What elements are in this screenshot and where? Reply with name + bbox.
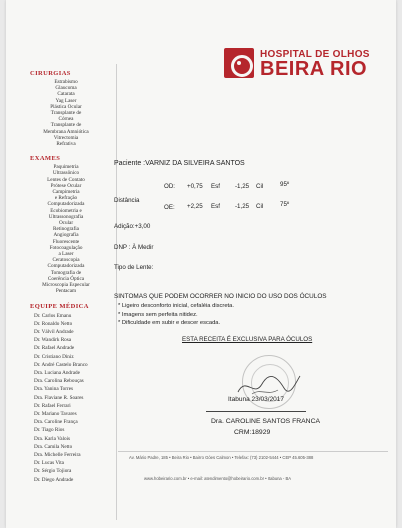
sidebar-list-equipe xyxy=(20,312,112,484)
doctor-crm: CRM:18929 xyxy=(234,429,271,436)
od-cylinder-label: Cil xyxy=(256,183,264,190)
sidebar-list-item: Lentes de Contato xyxy=(47,176,85,183)
sidebar-cirurgias xyxy=(20,70,112,147)
sidebar-list-item: Ultrassônico xyxy=(52,170,80,177)
sidebar-list-item: Fluorescente xyxy=(52,238,80,245)
sidebar-list-item: Prótese Ocular xyxy=(50,182,82,189)
sidebar-list-item: Dr. André Castelo Branco xyxy=(34,361,88,368)
sidebar-list-item: Transplante de xyxy=(50,122,82,129)
sidebar-divider xyxy=(116,64,117,520)
sidebar-list-item: Córnea xyxy=(58,116,74,123)
sidebar-equipe xyxy=(20,303,112,484)
sidebar-list-item: Dra. Caroline França xyxy=(34,419,78,426)
od-axis: 95º xyxy=(280,181,290,188)
oe-label: OE: xyxy=(164,204,175,211)
sidebar-list-item: Dr. Válvil Andrade xyxy=(34,328,74,335)
sidebar-list-item: Dr. Rafael Andrade xyxy=(34,345,75,352)
addition: Adição:+3,00 xyxy=(114,223,151,230)
sidebar-list-item: Membrana Amniótica xyxy=(43,128,89,135)
sidebar-list-item: Campimetria xyxy=(52,189,80,196)
sidebar-list-item: Catarata xyxy=(57,91,75,98)
sidebar-exames xyxy=(20,155,112,294)
sidebar-list-item: Ecobiometria e xyxy=(50,207,82,214)
sidebar-list-item: Pentacam xyxy=(55,288,77,295)
sidebar-heading-cirurgias: CIRURGIAS xyxy=(30,70,71,77)
oe-axis: 75º xyxy=(280,201,290,208)
sidebar-list-item: Computadorizada xyxy=(47,201,85,208)
sidebar-list-item: Dr. Carlos Emanu xyxy=(34,312,72,319)
exclusive-notice: ESTA RECEITA É EXCLUSIVA PARA ÓCULOS xyxy=(182,336,313,343)
sidebar-list-item: Dra. Michelle Ferreira xyxy=(34,451,81,458)
prescription-date: Itabuna 23/03/2017 xyxy=(228,396,285,403)
sidebar-list-item: a Laser xyxy=(58,251,74,258)
symptom-item: * Imagens sem perfeita nitidez. xyxy=(118,311,198,318)
sidebar-list-item: Coerência Óptica xyxy=(47,275,85,282)
logo-main-text: BEIRA RIO xyxy=(260,58,368,80)
sidebar-list-item: Ocular xyxy=(58,220,74,227)
dnp: DNP : À Medir xyxy=(114,244,154,251)
sidebar-list-item: Dr. Tiago Rios xyxy=(34,427,65,434)
oe-cylinder: -1,25 xyxy=(235,203,250,210)
sidebar-list-item: Dra. Karla Valois xyxy=(34,435,71,442)
sidebar-list-exames xyxy=(20,164,112,294)
sidebar-list-item: Microscopia Especular xyxy=(42,282,90,289)
od-label: OD: xyxy=(164,183,176,190)
sidebar-list-item: Dra. Luciana Andrade xyxy=(34,369,80,376)
sidebar-list-item: Dr. Ronaldo Netto xyxy=(34,320,73,327)
distance-label: Distância xyxy=(114,197,140,204)
sidebar-list-item: Computadorizada xyxy=(47,263,85,270)
sidebar-list-item: Ultrassonografia xyxy=(48,213,84,220)
sidebar-list-item: Dr. Lucas Vita xyxy=(34,460,64,467)
sidebar-list-item: Dra. Yanina Torres xyxy=(34,386,74,393)
lens-type: Tipo de Lente: xyxy=(114,264,154,271)
symptom-item: * Ligeiro desconforto inicial, cefaléia discreta. xyxy=(118,303,235,309)
sidebar-list-item: Yag Laser xyxy=(55,97,77,104)
sidebar-list-item: Fotocoagulação xyxy=(49,244,83,251)
sidebar-list-item: Plástica Ocular xyxy=(50,103,82,110)
eye-logo-icon xyxy=(224,48,254,78)
patient-name: Paciente :VARNIZ DA SILVEIRA SANTOS xyxy=(114,160,245,167)
oe-sphere-label: Esf xyxy=(211,203,220,210)
od-sphere-label: Esf xyxy=(211,183,220,190)
footer-contact: www.hobeirario.com.br • e-mail: atendimento@hobeirario.com.br • Itabuna - BA xyxy=(144,476,292,481)
sidebar-list-item: Paquimetria xyxy=(53,164,79,171)
sidebar-list-item: Dra. Camila Netto xyxy=(34,443,73,450)
symptoms-title: SINTOMAS QUE PODEM OCORRER NO INICIO DO USO DOS ÓCULOS xyxy=(114,293,327,300)
oe-sphere: +2,25 xyxy=(187,203,203,210)
od-cylinder: -1,25 xyxy=(235,183,250,190)
sidebar-list-item: Glaucoma xyxy=(55,85,77,92)
doctor-name: Dra. CAROLINE SANTOS FRANCA xyxy=(211,418,321,425)
logo-top-text: HOSPITAL DE OLHOS xyxy=(260,49,370,60)
footer-address: Av. Mário Padre, 185 • Beira Rio • Bairro Góes Calmon • Telefax: (73) 2102-5444 • CEP 45.605-388 xyxy=(129,455,314,460)
sidebar-list-item: Dr. Cristiano Diniz xyxy=(34,353,74,360)
sidebar-list-item: Tomografia de xyxy=(50,269,82,276)
od-sphere: +0,75 xyxy=(187,183,203,190)
sidebar-list-item: Dr. Sérgio Tojiora xyxy=(34,468,72,475)
sidebar-list-item: Angiografia xyxy=(53,232,79,239)
sidebar-list-item: Refrativa xyxy=(56,141,76,148)
signature-line xyxy=(206,411,306,412)
sidebar-list-item: e Refração xyxy=(54,195,78,202)
sidebar-list-item: Dra. Flaviane R. Soares xyxy=(34,394,84,401)
sidebar-list-item: Vitrectomia xyxy=(53,134,79,141)
sidebar xyxy=(20,70,112,492)
sidebar-list-item: Dr. Wandirk Rosa xyxy=(34,337,72,344)
sidebar-list-item: Dr. Rafael Ferrari xyxy=(34,402,71,409)
prescription-page xyxy=(6,0,396,528)
sidebar-list-item: Dr. Mariano Tavares xyxy=(34,410,77,417)
symptom-item: * Dificuldade em subir e descer escada. xyxy=(118,320,221,326)
sidebar-list-item: Estrabismo xyxy=(54,79,78,85)
hospital-logo xyxy=(224,48,394,84)
oe-cylinder-label: Cil xyxy=(256,203,264,210)
sidebar-heading-exames: EXAMES xyxy=(30,155,61,163)
sidebar-list-item: Transplante de xyxy=(50,110,82,117)
symptoms-list xyxy=(118,302,234,328)
sidebar-list-item: Retinografia xyxy=(53,226,79,233)
footer-divider xyxy=(118,451,388,452)
sidebar-heading-equipe: EQUIPE MÉDICA xyxy=(30,302,89,310)
sidebar-list-item: Ceratoscopia xyxy=(52,257,80,264)
sidebar-list-item: Dra. Carolina Rebouças xyxy=(34,378,84,385)
sidebar-list-item: Dr. Diego Andrade xyxy=(34,476,74,483)
sidebar-list-cirurgias xyxy=(20,79,112,147)
